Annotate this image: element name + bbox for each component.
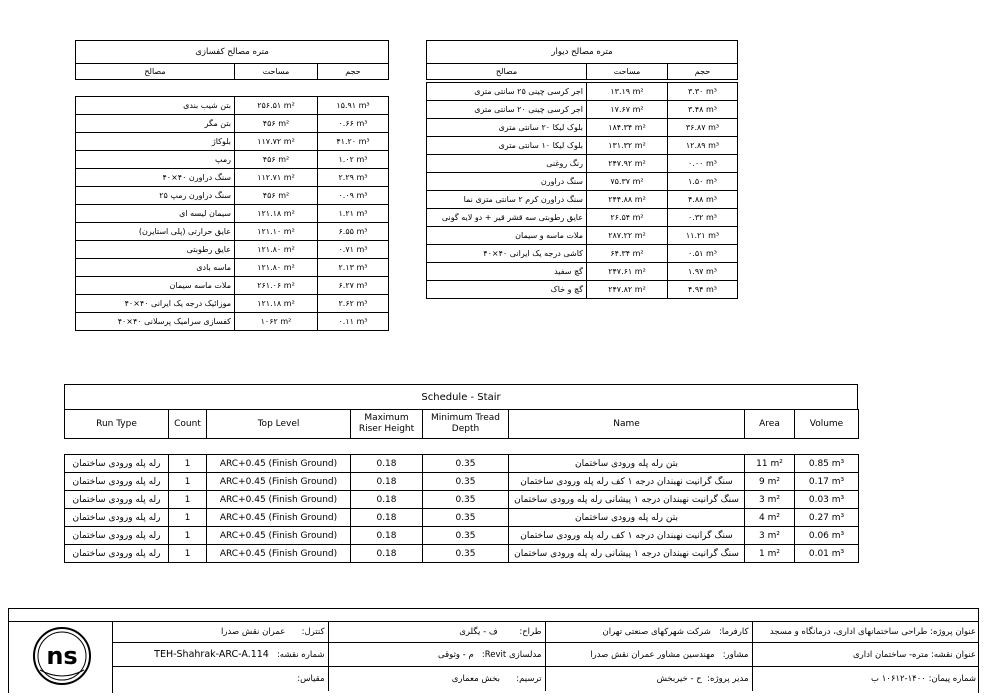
- floor-material-area: ۲۵۶.۵۱ m²: [235, 97, 318, 115]
- wall-material-area: ۲۸۷.۲۲ m²: [587, 227, 668, 245]
- floor-material-name: ملات ماسه سیمان: [76, 277, 235, 295]
- stair-name: سنگ گرانیت نهبندان درجه ۱ کف رله پله ورودی ساختمان: [509, 527, 745, 545]
- stair-run-type: رله پله ورودی ساختمان: [65, 509, 169, 527]
- wall-material-area: ۱۸۴.۳۴ m²: [587, 119, 668, 137]
- tb-contract-value: ۱۴۰۰-۱۰۶۱۲ ب: [870, 673, 926, 684]
- wall-material-area: ۲۴۷.۹۲ m²: [587, 155, 668, 173]
- floor-material-area: ۱۲۱.۱۸ m²: [235, 205, 318, 223]
- tb-scale-label: مقیاس:: [297, 673, 325, 684]
- wall-material-name: بلوک لیکا ۲۰ سانتی متری: [427, 119, 587, 137]
- wall-material-name: گچ و خاک: [427, 281, 587, 299]
- wall-material-area: ۱۳۱.۳۲ m²: [587, 137, 668, 155]
- stair-area: 4 m²: [745, 509, 795, 527]
- tb-consultant-value: مهندسین مشاور عمران نقش صدرا: [590, 649, 715, 660]
- floor-material-row: [76, 151, 389, 169]
- stair-schedule-title: Schedule - Stair: [64, 384, 858, 410]
- floor-material-row: [76, 133, 389, 151]
- tb-drafter-value: بخش معماری: [451, 673, 501, 684]
- tb-manager-label: مدیر پروژه:: [707, 673, 749, 684]
- stair-area: 3 m²: [745, 527, 795, 545]
- floor-material-row: [76, 223, 389, 241]
- wall-material-name: سنگ دراورن: [427, 173, 587, 191]
- wall-material-row: [427, 227, 738, 245]
- wall-materials-title-table: [426, 40, 738, 80]
- floor-material-area: ۲۶۱.۰۶ m²: [235, 277, 318, 295]
- stair-header-run-type: Run Type: [65, 410, 169, 439]
- stair-riser-height: 0.18: [351, 545, 423, 563]
- wall-header-volume: حجم: [668, 64, 738, 80]
- stair-header-name: Name: [509, 410, 745, 439]
- floor-material-name: عایق حرارتی (پلی استایرن): [76, 223, 235, 241]
- sheet-border-line: [8, 608, 979, 609]
- stair-row: [65, 473, 859, 491]
- stair-schedule-header: [64, 409, 859, 439]
- tb-sheet-no-label: شماره نقشه:: [276, 650, 325, 660]
- floor-material-row: [76, 169, 389, 187]
- stair-header-area: Area: [745, 410, 795, 439]
- floor-material-area: ۱۱۷.۷۲ m²: [235, 133, 318, 151]
- tb-control-label: کنترل:: [301, 627, 325, 637]
- wall-material-volume: ۴.۸۸ m³: [668, 191, 738, 209]
- stair-riser-height: 0.18: [351, 527, 423, 545]
- floor-material-area: ۱۲۱.۸۰ m²: [235, 259, 318, 277]
- wall-material-row: [427, 119, 738, 137]
- wall-material-area: ۲۴۷.۶۱ m²: [587, 263, 668, 281]
- floor-material-volume: ۴۱.۲۰ m³: [318, 133, 389, 151]
- wall-material-volume: ۱۱.۲۱ m³: [668, 227, 738, 245]
- stair-volume: 0.01 m³: [795, 545, 859, 563]
- wall-material-volume: ۱.۵۰ m³: [668, 173, 738, 191]
- stair-run-type: رله پله ورودی ساختمان: [65, 491, 169, 509]
- tb-consultant-label: مشاور:: [722, 649, 749, 660]
- floor-material-row: [76, 97, 389, 115]
- floor-material-name: بلوکاژ: [76, 133, 235, 151]
- tb-manager-value: ح - خیربخش: [656, 673, 702, 684]
- stair-top-level: ARC+0.45 (Finish Ground): [207, 455, 351, 473]
- logo-text: ns: [46, 642, 78, 670]
- wall-material-row: [427, 263, 738, 281]
- stair-riser-height: 0.18: [351, 455, 423, 473]
- floor-material-volume: ۰.۱۱ m³: [318, 313, 389, 331]
- title-block-table: [112, 621, 979, 691]
- wall-material-area: ۷۵.۳۷ m²: [587, 173, 668, 191]
- tb-scale-cell: [112, 667, 328, 691]
- wall-material-row: [427, 281, 738, 299]
- wall-material-volume: ۴.۹۴ m³: [668, 281, 738, 299]
- floor-material-name: سیمان لیسه ای: [76, 205, 235, 223]
- stair-volume: 0.27 m³: [795, 509, 859, 527]
- stair-count: 1: [169, 509, 207, 527]
- floor-material-volume: ۲.۱۳ m³: [318, 259, 389, 277]
- stair-row: [65, 509, 859, 527]
- stair-tread-depth: 0.35: [423, 545, 509, 563]
- wall-material-area: ۶۴.۳۴ m²: [587, 245, 668, 263]
- tb-employer-label: کارفرما:: [718, 627, 749, 637]
- stair-row: [65, 455, 859, 473]
- stair-top-level: ARC+0.45 (Finish Ground): [207, 509, 351, 527]
- stair-name: سنگ گرانیت نهبندان درجه ۱ پیشانی رله پله ورودی ساختمان: [509, 491, 745, 509]
- tb-modeler-label: مدلسازی Revit:: [481, 649, 542, 660]
- floor-material-volume: ۱.۰۲ m³: [318, 151, 389, 169]
- wall-table-title: متره مصالح دیوار: [427, 41, 738, 64]
- wall-material-name: رنگ روغنی: [427, 155, 587, 173]
- floor-material-area: ۱۲۱.۸۰ m²: [235, 241, 318, 259]
- wall-material-volume: ۱.۹۷ m³: [668, 263, 738, 281]
- floor-material-name: موزائیک درجه یک ایرانی ۴۰×۴۰: [76, 295, 235, 313]
- tb-modeler-value: م - وثوقی: [438, 649, 474, 660]
- tb-sheet-no-cell: [112, 643, 328, 667]
- floor-material-row: [76, 295, 389, 313]
- tb-consultant-cell: [545, 643, 752, 667]
- wall-material-volume: ۱۲.۸۹ m³: [668, 137, 738, 155]
- floor-material-volume: ۱۵.۹۱ m³: [318, 97, 389, 115]
- wall-material-name: بلوک لیکا ۱۰ سانتی متری: [427, 137, 587, 155]
- tb-sheet-title-cell: [752, 643, 979, 667]
- stair-name: بتن رله پله ورودی ساختمان: [509, 455, 745, 473]
- stair-header-max-riser-line2: Riser Height: [358, 424, 415, 434]
- stair-header-min-tread: [423, 410, 509, 439]
- floor-material-volume: ۶.۵۵ m³: [318, 223, 389, 241]
- floor-material-name: عایق رطوبتی: [76, 241, 235, 259]
- stair-row: [65, 491, 859, 509]
- stair-count: 1: [169, 527, 207, 545]
- wall-material-row: [427, 245, 738, 263]
- stair-tread-depth: 0.35: [423, 527, 509, 545]
- stair-header-min-tread-line2: Depth: [451, 424, 480, 434]
- wall-materials-table: [426, 82, 738, 299]
- tb-designer-cell: [328, 622, 545, 643]
- stair-header-volume: Volume: [795, 410, 859, 439]
- tb-project-cell: [752, 622, 979, 643]
- wall-material-name: اجر کرسی چینی ۲۰ سانتی متری: [427, 101, 587, 119]
- wall-material-name: اجر کرسی چینی ۲۵ سانتی متری: [427, 83, 587, 101]
- floor-material-area: ۴۵۶ m²: [235, 115, 318, 133]
- floor-material-row: [76, 187, 389, 205]
- wall-material-volume: ۳.۳۰ m³: [668, 83, 738, 101]
- floor-material-row: [76, 115, 389, 133]
- stair-area: 1 m²: [745, 545, 795, 563]
- tb-sheet-title-value: متره- ساختمان اداری: [853, 649, 929, 660]
- stair-tread-depth: 0.35: [423, 473, 509, 491]
- tb-project-label: عنوان پروژه:: [930, 627, 976, 637]
- wall-material-name: ملات ماسه و سیمان: [427, 227, 587, 245]
- stair-name: بتن رله پله ورودی ساختمان: [509, 509, 745, 527]
- wall-material-area: ۱۷.۶۷ m²: [587, 101, 668, 119]
- wall-material-volume: ۰.۵۱ m³: [668, 245, 738, 263]
- wall-material-row: [427, 191, 738, 209]
- floor-material-volume: ۰.۰۹ m³: [318, 187, 389, 205]
- stair-area: 9 m²: [745, 473, 795, 491]
- floor-material-name: سنگ دراورن رمپ ۲۵: [76, 187, 235, 205]
- stair-count: 1: [169, 473, 207, 491]
- stair-schedule-table: [64, 454, 859, 563]
- tb-sheet-no-value: TEH-Shahrak-ARC-A.114: [154, 649, 269, 660]
- tb-modeler-cell: [328, 643, 545, 667]
- floor-material-name: سنگ دراورن ۴۰×۴۰: [76, 169, 235, 187]
- stair-header-max-riser: [351, 410, 423, 439]
- tb-manager-cell: [545, 667, 752, 691]
- wall-material-area: ۱۳.۱۹ m²: [587, 83, 668, 101]
- wall-material-volume: ۰.۳۲ m³: [668, 209, 738, 227]
- titleblock-left-line: [8, 608, 9, 693]
- stair-riser-height: 0.18: [351, 491, 423, 509]
- floor-header-area: مساحت: [235, 64, 318, 80]
- company-logo: [32, 626, 92, 686]
- stair-row: [65, 527, 859, 545]
- wall-material-area: ۲۴۷.۸۲ m²: [587, 281, 668, 299]
- stair-volume: 0.03 m³: [795, 491, 859, 509]
- tb-drafter-label: ترسیم:: [516, 673, 542, 684]
- wall-material-name: گچ سفید: [427, 263, 587, 281]
- wall-material-volume: ۰.۰۰ m³: [668, 155, 738, 173]
- logo-icon: [32, 626, 92, 686]
- tb-sheet-title-label: عنوان نقشه:: [930, 649, 976, 660]
- stair-count: 1: [169, 491, 207, 509]
- stair-run-type: رله پله ورودی ساختمان: [65, 455, 169, 473]
- tb-contract-cell: [752, 667, 979, 691]
- floor-material-row: [76, 277, 389, 295]
- stair-top-level: ARC+0.45 (Finish Ground): [207, 527, 351, 545]
- wall-material-row: [427, 209, 738, 227]
- floor-materials-title-table: [75, 40, 389, 80]
- tb-designer-value: ف - یگلری: [459, 627, 498, 637]
- wall-material-row: [427, 101, 738, 119]
- stair-tread-depth: 0.35: [423, 509, 509, 527]
- stair-riser-height: 0.18: [351, 509, 423, 527]
- stair-riser-height: 0.18: [351, 473, 423, 491]
- floor-header-volume: حجم: [318, 64, 389, 80]
- floor-material-volume: ۲.۲۹ m³: [318, 169, 389, 187]
- wall-header-area: مساحت: [587, 64, 668, 80]
- floor-header-material: مصالح: [76, 64, 235, 80]
- floor-material-volume: ۶.۲۷ m³: [318, 277, 389, 295]
- wall-material-volume: ۳۶.۸۷ m³: [668, 119, 738, 137]
- wall-material-row: [427, 155, 738, 173]
- floor-table-title: متره مصالح کفسازی: [76, 41, 389, 64]
- stair-run-type: رله پله ورودی ساختمان: [65, 545, 169, 563]
- floor-material-volume: ۰.۷۱ m³: [318, 241, 389, 259]
- tb-project-value: طراحی ساختمانهای اداری، درمانگاه و مسجد: [769, 627, 928, 637]
- floor-material-name: رمپ: [76, 151, 235, 169]
- floor-material-volume: ۲.۶۲ m³: [318, 295, 389, 313]
- tb-employer-cell: [545, 622, 752, 643]
- floor-material-row: [76, 313, 389, 331]
- floor-materials-table: [75, 96, 389, 331]
- stair-area: 3 m²: [745, 491, 795, 509]
- floor-material-area: ۱۲۱.۱۸ m²: [235, 295, 318, 313]
- stair-name: سنگ گرانیت نهبندان درجه ۱ پیشانی رله پله ورودی ساختمان: [509, 545, 745, 563]
- stair-top-level: ARC+0.45 (Finish Ground): [207, 545, 351, 563]
- stair-header-count: Count: [169, 410, 207, 439]
- floor-material-row: [76, 259, 389, 277]
- stair-run-type: رله پله ورودی ساختمان: [65, 527, 169, 545]
- stair-header-min-tread-line1: Minimum Tread: [430, 413, 500, 423]
- stair-count: 1: [169, 455, 207, 473]
- floor-material-area: ۴۵۶ m²: [235, 151, 318, 169]
- stair-tread-depth: 0.35: [423, 455, 509, 473]
- wall-material-row: [427, 83, 738, 101]
- tb-control-value: عمران نقش صدرا: [221, 627, 286, 637]
- wall-material-row: [427, 137, 738, 155]
- stair-top-level: ARC+0.45 (Finish Ground): [207, 473, 351, 491]
- floor-material-row: [76, 241, 389, 259]
- stair-header-top-level: Top Level: [207, 410, 351, 439]
- wall-material-name: عایق رطوبتی سه قشر قیر + دو لایه گونی: [427, 209, 587, 227]
- stair-top-level: ARC+0.45 (Finish Ground): [207, 491, 351, 509]
- stair-area: 11 m²: [745, 455, 795, 473]
- stair-volume: 0.06 m³: [795, 527, 859, 545]
- stair-name: سنگ گرانیت نهبندان درجه ۱ کف رله پله ورودی ساختمان: [509, 473, 745, 491]
- wall-header-material: مصالح: [427, 64, 587, 80]
- floor-material-name: ماسه بادی: [76, 259, 235, 277]
- floor-material-area: ۱۱۲.۷۱ m²: [235, 169, 318, 187]
- stair-count: 1: [169, 545, 207, 563]
- tb-control-cell: [112, 622, 328, 643]
- floor-material-name: بتن شیب بندی: [76, 97, 235, 115]
- wall-material-area: ۲۴۴.۸۸ m²: [587, 191, 668, 209]
- wall-material-row: [427, 173, 738, 191]
- floor-material-volume: ۰.۶۶ m³: [318, 115, 389, 133]
- stair-header-max-riser-line1: Maximum: [364, 413, 409, 423]
- wall-material-volume: ۳.۴۸ m³: [668, 101, 738, 119]
- wall-material-name: سنگ دراورن کرم ۲ سانتی متری نما: [427, 191, 587, 209]
- stair-tread-depth: 0.35: [423, 491, 509, 509]
- floor-material-area: ۱۲۱.۱۰ m²: [235, 223, 318, 241]
- wall-material-area: ۲۶.۵۴ m²: [587, 209, 668, 227]
- floor-material-name: بتن مگر: [76, 115, 235, 133]
- floor-material-area: ۴۵۶ m²: [235, 187, 318, 205]
- stair-run-type: رله پله ورودی ساختمان: [65, 473, 169, 491]
- floor-material-volume: ۱.۲۱ m³: [318, 205, 389, 223]
- tb-designer-label: طراح:: [519, 627, 542, 637]
- tb-contract-label: شماره پیمان:: [928, 673, 976, 684]
- tb-employer-value: شرکت شهرکهای صنعتی تهران: [602, 627, 711, 637]
- wall-material-name: کاشی درجه یک ایرانی ۴۰×۴۰: [427, 245, 587, 263]
- floor-material-area: ۱۰۶۲ m²: [235, 313, 318, 331]
- tb-drafter-cell: [328, 667, 545, 691]
- stair-row: [65, 545, 859, 563]
- stair-volume: 0.17 m³: [795, 473, 859, 491]
- floor-material-name: کفسازی سرامیک پرسلانی ۴۰×۴۰: [76, 313, 235, 331]
- stair-volume: 0.85 m³: [795, 455, 859, 473]
- floor-material-row: [76, 205, 389, 223]
